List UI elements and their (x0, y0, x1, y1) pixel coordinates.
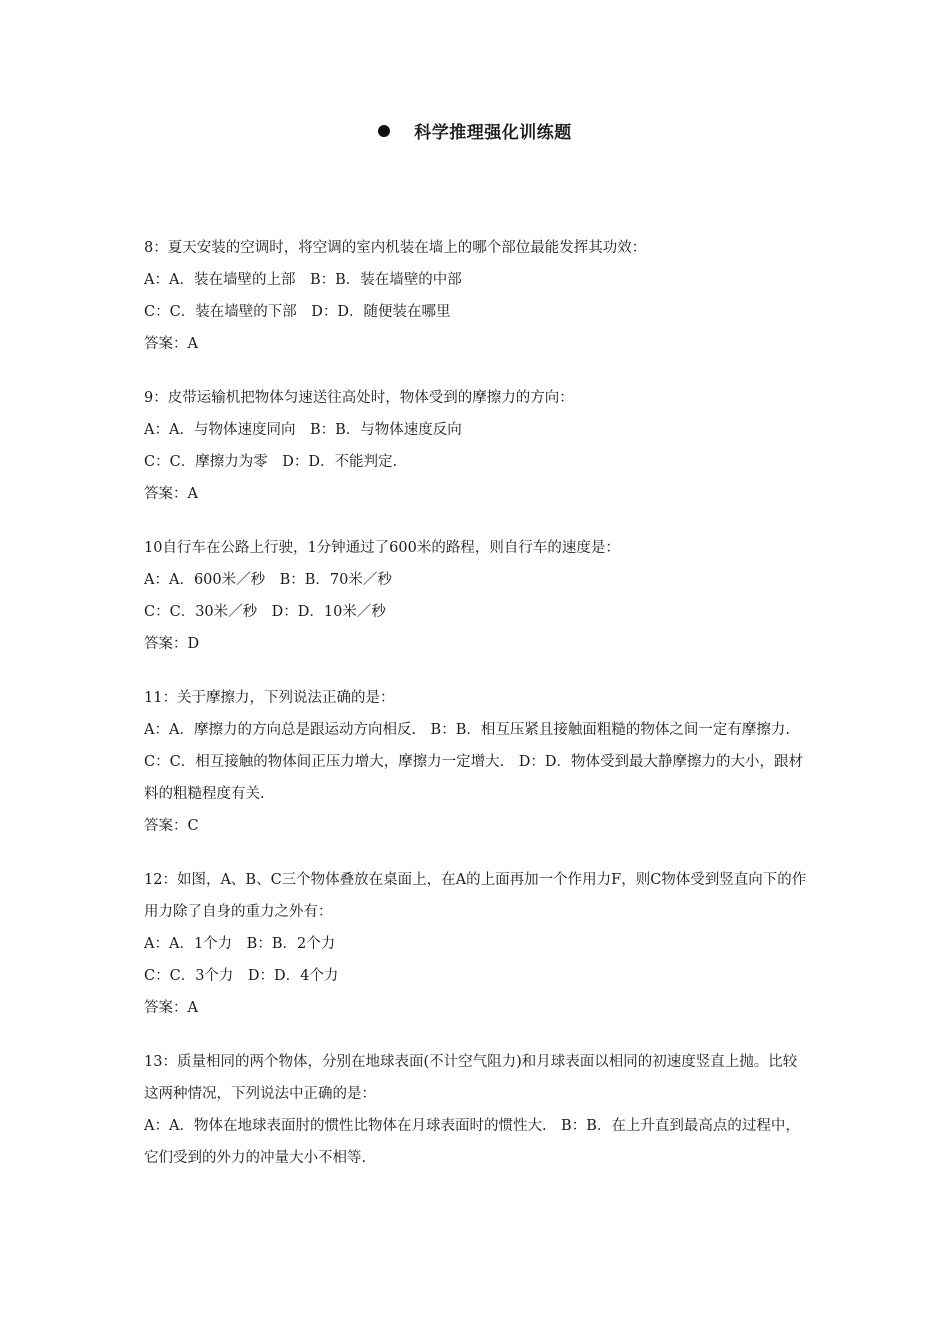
question-item (144, 682, 808, 842)
question-list (144, 232, 808, 1196)
question-answer: 答案：A (144, 486, 198, 502)
question-options-ab: A：A．物体在地球表面肘的惯性比物体在月球表面时的惯性大. B：B．在上升直到最高点的过程中，它们受到的外力的冲量大小不相等. (144, 1118, 800, 1166)
document-title (0, 118, 950, 143)
question-stem: 11：关于摩擦力，下列说法正确的是： (144, 690, 395, 706)
question-item (144, 232, 808, 360)
question-stem: 12：如图，A、B、C三个物体叠放在桌面上，在A的上面再加一个作用力F，则C物体受到竖直向下的作用力除了自身的重力之外有： (144, 872, 807, 920)
question-options-cd: C：C．30米／秒 D：D．10米／秒 (144, 604, 386, 620)
question-item (144, 1046, 808, 1174)
question-options-cd: C：C．相互接触的物体间正压力增大，摩擦力一定增大. D：D．物体受到最大静摩擦力的大小，跟材料的粗糙程度有关. (144, 754, 804, 802)
question-options-cd: C：C．3个力 D：D．4个力 (144, 968, 339, 984)
question-item (144, 532, 808, 660)
question-options-cd: C：C．装在墙壁的下部 D：D．随便装在哪里 (144, 304, 451, 320)
document-title-text: 科学推理强化训练题 (414, 123, 572, 143)
question-options-ab: A：A．与物体速度同向 B：B．与物体速度反向 (144, 422, 462, 438)
question-stem: 8：夏天安装的空调时，将空调的室内机装在墙上的哪个部位最能发挥其功效： (144, 240, 647, 256)
question-answer: 答案：D (144, 636, 200, 652)
question-answer: 答案：A (144, 1000, 198, 1016)
question-stem: 10自行车在公路上行驶，1分钟通过了600米的路程，则自行车的速度是： (144, 540, 620, 556)
question-options-ab: A：A．1个力 B：B．2个力 (144, 936, 336, 952)
question-answer: 答案：A (144, 336, 198, 352)
question-stem: 13：质量相同的两个物体，分别在地球表面(不计空气阻力)和月球表面以相同的初速度竖直上抛。比较这两种情况，下列说法中正确的是： (144, 1054, 798, 1102)
question-stem: 9：皮带运输机把物体匀速送往高处时，物体受到的摩擦力的方向： (144, 390, 574, 406)
question-item (144, 864, 808, 1024)
question-options-cd: C：C．摩擦力为零 D：D．不能判定. (144, 454, 398, 470)
question-options-ab: A：A．装在墙壁的上部 B：B．装在墙壁的中部 (144, 272, 462, 288)
question-answer: 答案：C (144, 818, 199, 834)
question-item (144, 382, 808, 510)
bullet-icon (378, 125, 390, 137)
question-options-ab: A：A．摩擦力的方向总是跟运动方向相反. B：B．相互压紧且接触面粗糙的物体之间一定有摩擦力. (144, 722, 790, 738)
question-options-ab: A：A．600米／秒 B：B．70米／秒 (144, 572, 392, 588)
